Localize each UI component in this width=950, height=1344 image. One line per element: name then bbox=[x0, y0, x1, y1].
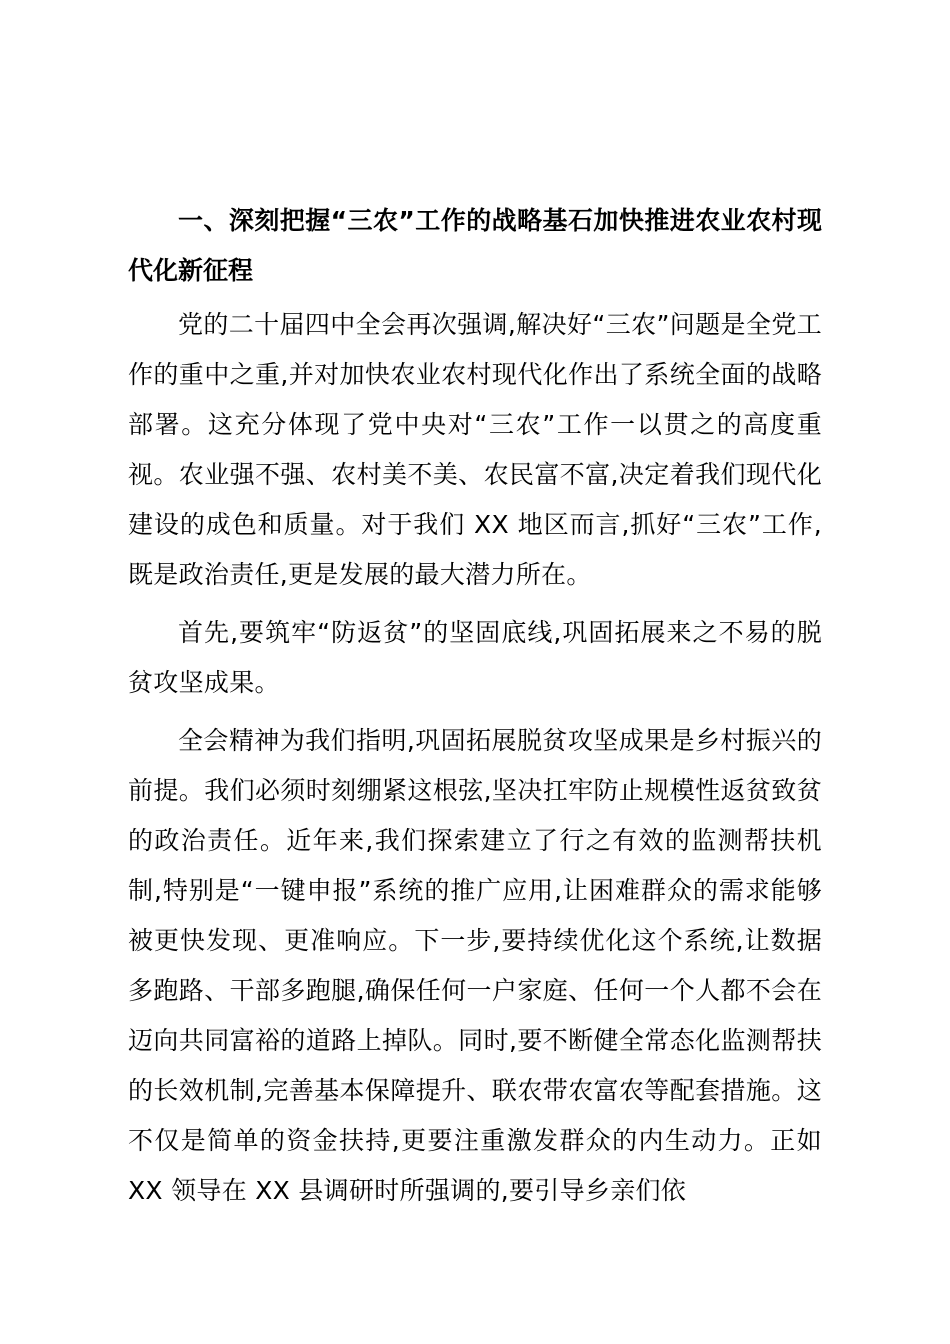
paragraph-first-point: 首先,要筑牢“防返贫”的坚固底线,巩固拓展来之不易的脱贫攻坚成果。 bbox=[128, 618, 822, 697]
paragraph-intro: 党的二十届四中全会再次强调,解决好“三农”问题是全党工作的重中之重,并对加快农业农村现代化作出了系统全面的战略部署。这充分体现了党中央对“三农”工作一以贯之的高度重视。农业强不强、农村美不美、农民富不富,决定着我们现代化建设的成色和质量。对于我们 XX 地区而言,抓好“三农”工作,既是政治责任,更是发展的最大潜力所在。 bbox=[128, 310, 822, 589]
document-page bbox=[128, 196, 822, 1224]
section-heading: 一、深刻把握“三农”工作的战略基石加快推进农业农村现代化新征程 bbox=[128, 206, 822, 285]
paragraph-body: 全会精神为我们指明,巩固拓展脱贫攻坚成果是乡村振兴的前提。我们必须时刻绷紧这根弦,坚决扛牢防止规模性返贫致贫的政治责任。近年来,我们探索建立了行之有效的监测帮扶机制,特别是“一键申报”系统的推广应用,让困难群众的需求能够被更快发现、更准响应。下一步,要持续优化这个系统,让数据多跑路、干部多跑腿,确保任何一户家庭、任何一个人都不会在迈向共同富裕的道路上掉队。同时,要不断健全常态化监测帮扶的长效机制,完善基本保障提升、联农带农富农等配套措施。这不仅是简单的资金扶持,更要注重激发群众的内生动力。正如 XX 领导在 XX 县调研时所强调的,要引导乡亲们依 bbox=[128, 726, 822, 1205]
